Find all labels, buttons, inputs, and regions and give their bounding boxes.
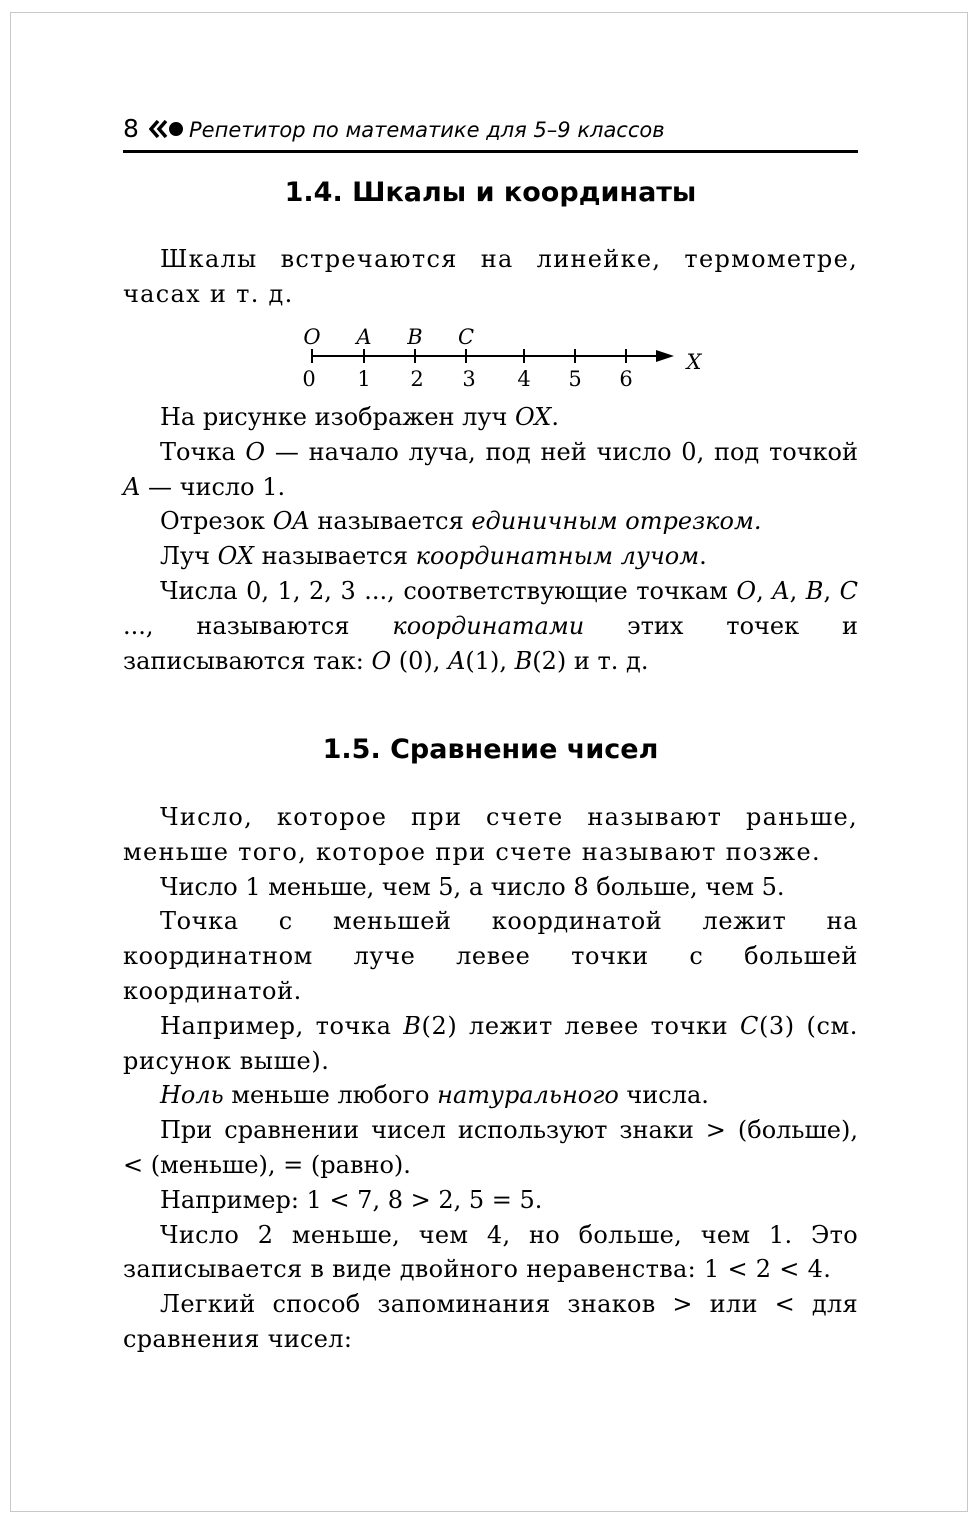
point-label-b: B [407, 325, 423, 349]
triple-chevron-bullet-icon [149, 116, 185, 142]
section-1-5-body [123, 800, 858, 1357]
paragraph: Точка O — начало луча, под ней число 0, под точкой A — число 1. [123, 437, 859, 501]
paragraph: При сравнении чисел используют знаки > (больше), < (меньше), = (равно). [123, 1116, 858, 1179]
paragraph: Число, которое при счете называют раньше, меньше того, которое при счете называют позже. [123, 803, 858, 866]
paragraph: На рисунке изображен луч OX. [160, 403, 560, 431]
paragraph: Число 2 меньше, чем 4, но больше, чем 1. Это записывается в виде двойного неравенства: 1 < 2 < 4. [123, 1220, 858, 1284]
point-label-o: O [303, 325, 321, 349]
section-1-4-body [123, 400, 858, 678]
page-number: 8 [123, 114, 139, 143]
tick-labels [302, 367, 632, 391]
section-heading-1-5: 1.5. Сравнение чисел [322, 734, 659, 765]
tick-label: 0 [302, 367, 316, 391]
running-header [123, 113, 858, 153]
paragraph: Например, точка B(2) лежит левее точки C(3) (см. рисунок выше). [123, 1011, 858, 1075]
coordinate-ray-diagram [290, 322, 720, 394]
section-heading-1-4: 1.4. Шкалы и координаты [284, 177, 697, 208]
tick-label: 2 [410, 367, 424, 391]
tick-label: 6 [619, 367, 633, 391]
paragraph: Точка с меньшей координатой лежит на координатном луче левее точки с большей координатой. [123, 907, 858, 1005]
point-label-c: C [457, 325, 475, 349]
paragraph: Шкалы встречаются на линейке, термометре, часах и т. д. [123, 245, 858, 308]
point-label-a: A [356, 325, 372, 349]
tick-label: 3 [462, 367, 476, 391]
book-title: Репетитор по математике для 5–9 классов [189, 118, 665, 142]
paragraph: Например: 1 < 7, 8 > 2, 5 = 5. [160, 1185, 543, 1214]
paragraph: Ноль меньше любого натурального числа. [160, 1081, 709, 1110]
tick-label: 1 [357, 367, 371, 391]
paragraph: Легкий способ запоминания знаков > или < для сравнения чисел: [123, 1290, 858, 1353]
axis-label-x: X [686, 350, 702, 374]
section-1-4-intro [123, 242, 858, 312]
paragraph: Числа 0, 1, 2, 3 ..., соответствующие точкам O, A, B, C ..., называются координатами этих точек и записываются так: O (0), A(1), B(2) и т. д. [123, 576, 858, 675]
point-labels [303, 325, 474, 349]
tick-label: 4 [517, 367, 531, 391]
tick-label: 5 [568, 367, 582, 391]
paragraph: Отрезок OA называется единичным отрезком. [160, 507, 762, 536]
paragraph: Луч OX называется координатным лучом. [160, 542, 707, 571]
ray-arrowhead-icon [656, 350, 674, 362]
paragraph: Число 1 меньше, чем 5, а число 8 больше, чем 5. [160, 872, 785, 901]
